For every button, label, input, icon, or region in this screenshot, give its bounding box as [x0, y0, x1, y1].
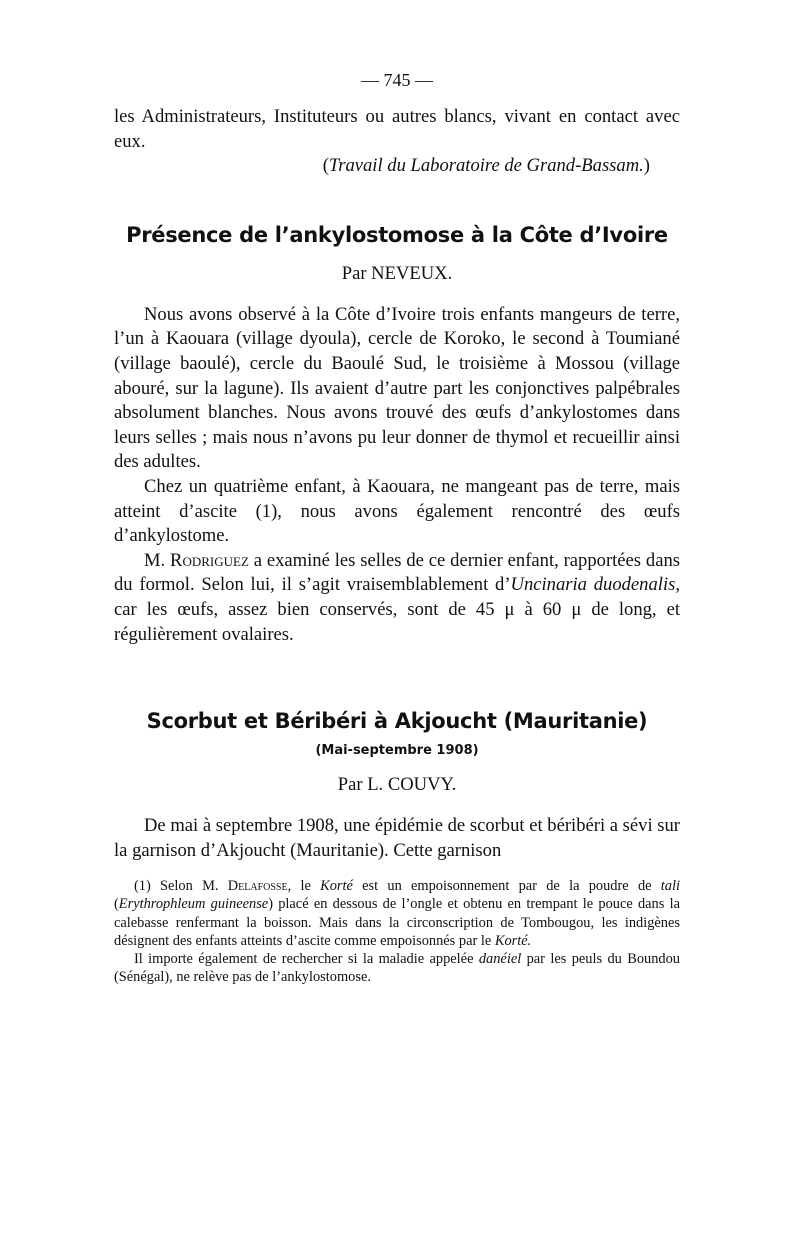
- credit-close-paren: ): [643, 155, 650, 177]
- article-title-ankylostomose: Présence de l’ankylostomose à la Côte d’Ivoire: [126, 222, 668, 247]
- fn1-latin-name: Erythrophleum guineense: [118, 896, 269, 913]
- footnote-2: [114, 950, 680, 986]
- p3-part-2: car les œufs, assez bien conservés, sont de 45 μ à 60 μ de long, et régulièrement ovalaires.: [114, 598, 680, 645]
- fn1-d: (: [114, 896, 119, 913]
- credit-text: Travail du Laboratoire de Grand-Bassam.: [328, 155, 644, 177]
- name-prefix: M.: [144, 549, 171, 571]
- fn2-a: Il importe également de rechercher si la maladie appelée: [134, 951, 479, 968]
- fn1-a: (1) Selon M.: [134, 878, 228, 895]
- fn1-tali: tali: [660, 878, 680, 895]
- article2-paragraph-1: De mai à septembre 1908, une épidémie de scorbut et béribéri a sévi sur la garnison d’Akjoucht (Mauritanie). Cette garnison: [114, 815, 680, 861]
- footnotes: [114, 877, 680, 986]
- byline-neveux: Par NEVEUX.: [341, 262, 453, 284]
- lab-credit: [114, 154, 680, 179]
- article1-paragraph-1: Nous avons observé à la Côte d’Ivoire trois enfants mangeurs de terre, l’un à Kaouara (village dyoula), cercle de Koroko, le second à Toumiané (village baoulé), cercle du Baoulé Sud, le troisième à Mossou (village abouré, sur la lagune). Ils avaient d’autre part les conjonctives palpébrales absolument blanches. Nous avons trouvé des œufs d’ankylostomes dans leurs selles ; mais nous n’avons pu leur donner de thymol et recueillir ainsi des adultes.: [114, 303, 680, 473]
- fn1-korte-2: Korté.: [494, 932, 532, 949]
- article-subtitle: (Mai-septembre 1908): [315, 743, 479, 759]
- fn2-b: par les peuls du Boundou (Sénégal), ne relève pas de l’ankylostomose.: [114, 951, 680, 986]
- fn1-b: , le: [287, 878, 321, 895]
- fn2-daneiel: danéiel: [478, 951, 522, 968]
- credit-open-paren: (: [322, 155, 329, 177]
- footnote-1: [114, 877, 680, 950]
- page: [114, 70, 680, 987]
- continuation-text: les Administrateurs, Instituteurs ou autres blancs, vivant en contact avec eux.: [114, 106, 680, 152]
- article1-paragraph-2: Chez un quatrième enfant, à Kaouara, ne mangeant pas de terre, mais atteint d’ascite (1), nous avons également rencontré des œufs d’ankylostome.: [114, 475, 680, 547]
- species-name: Uncinaria duodenalis,: [510, 574, 680, 596]
- fn1-name-delafosse: Delafosse: [227, 878, 288, 895]
- page-number: — 745 —: [361, 70, 433, 90]
- p3-part-1: a examiné les selles de ce dernier enfant, rapportées dans du formol. Selon lui, il s’agit vraisemblablement d’: [114, 549, 680, 596]
- fn1-e: ) placé en dessous de l’ongle et obtenu en trempant le pouce dans la calebasse renfermant la boisson. Mais dans la circonscription de Tombougou, les indigènes désignent des enfants atteints d’ascite comme empoisonnés par le: [114, 896, 680, 949]
- article1-paragraph-3: [114, 549, 680, 647]
- fn1-korte: Korté: [320, 878, 353, 895]
- article-title-scorbut: Scorbut et Béribéri à Akjoucht (Mauritanie): [146, 709, 648, 734]
- byline-couvy: Par L. COUVY.: [337, 774, 457, 796]
- fn1-c: est un empoisonnement par de la poudre de: [352, 878, 661, 895]
- author-name-rodriguez: Rodriguez: [170, 549, 249, 571]
